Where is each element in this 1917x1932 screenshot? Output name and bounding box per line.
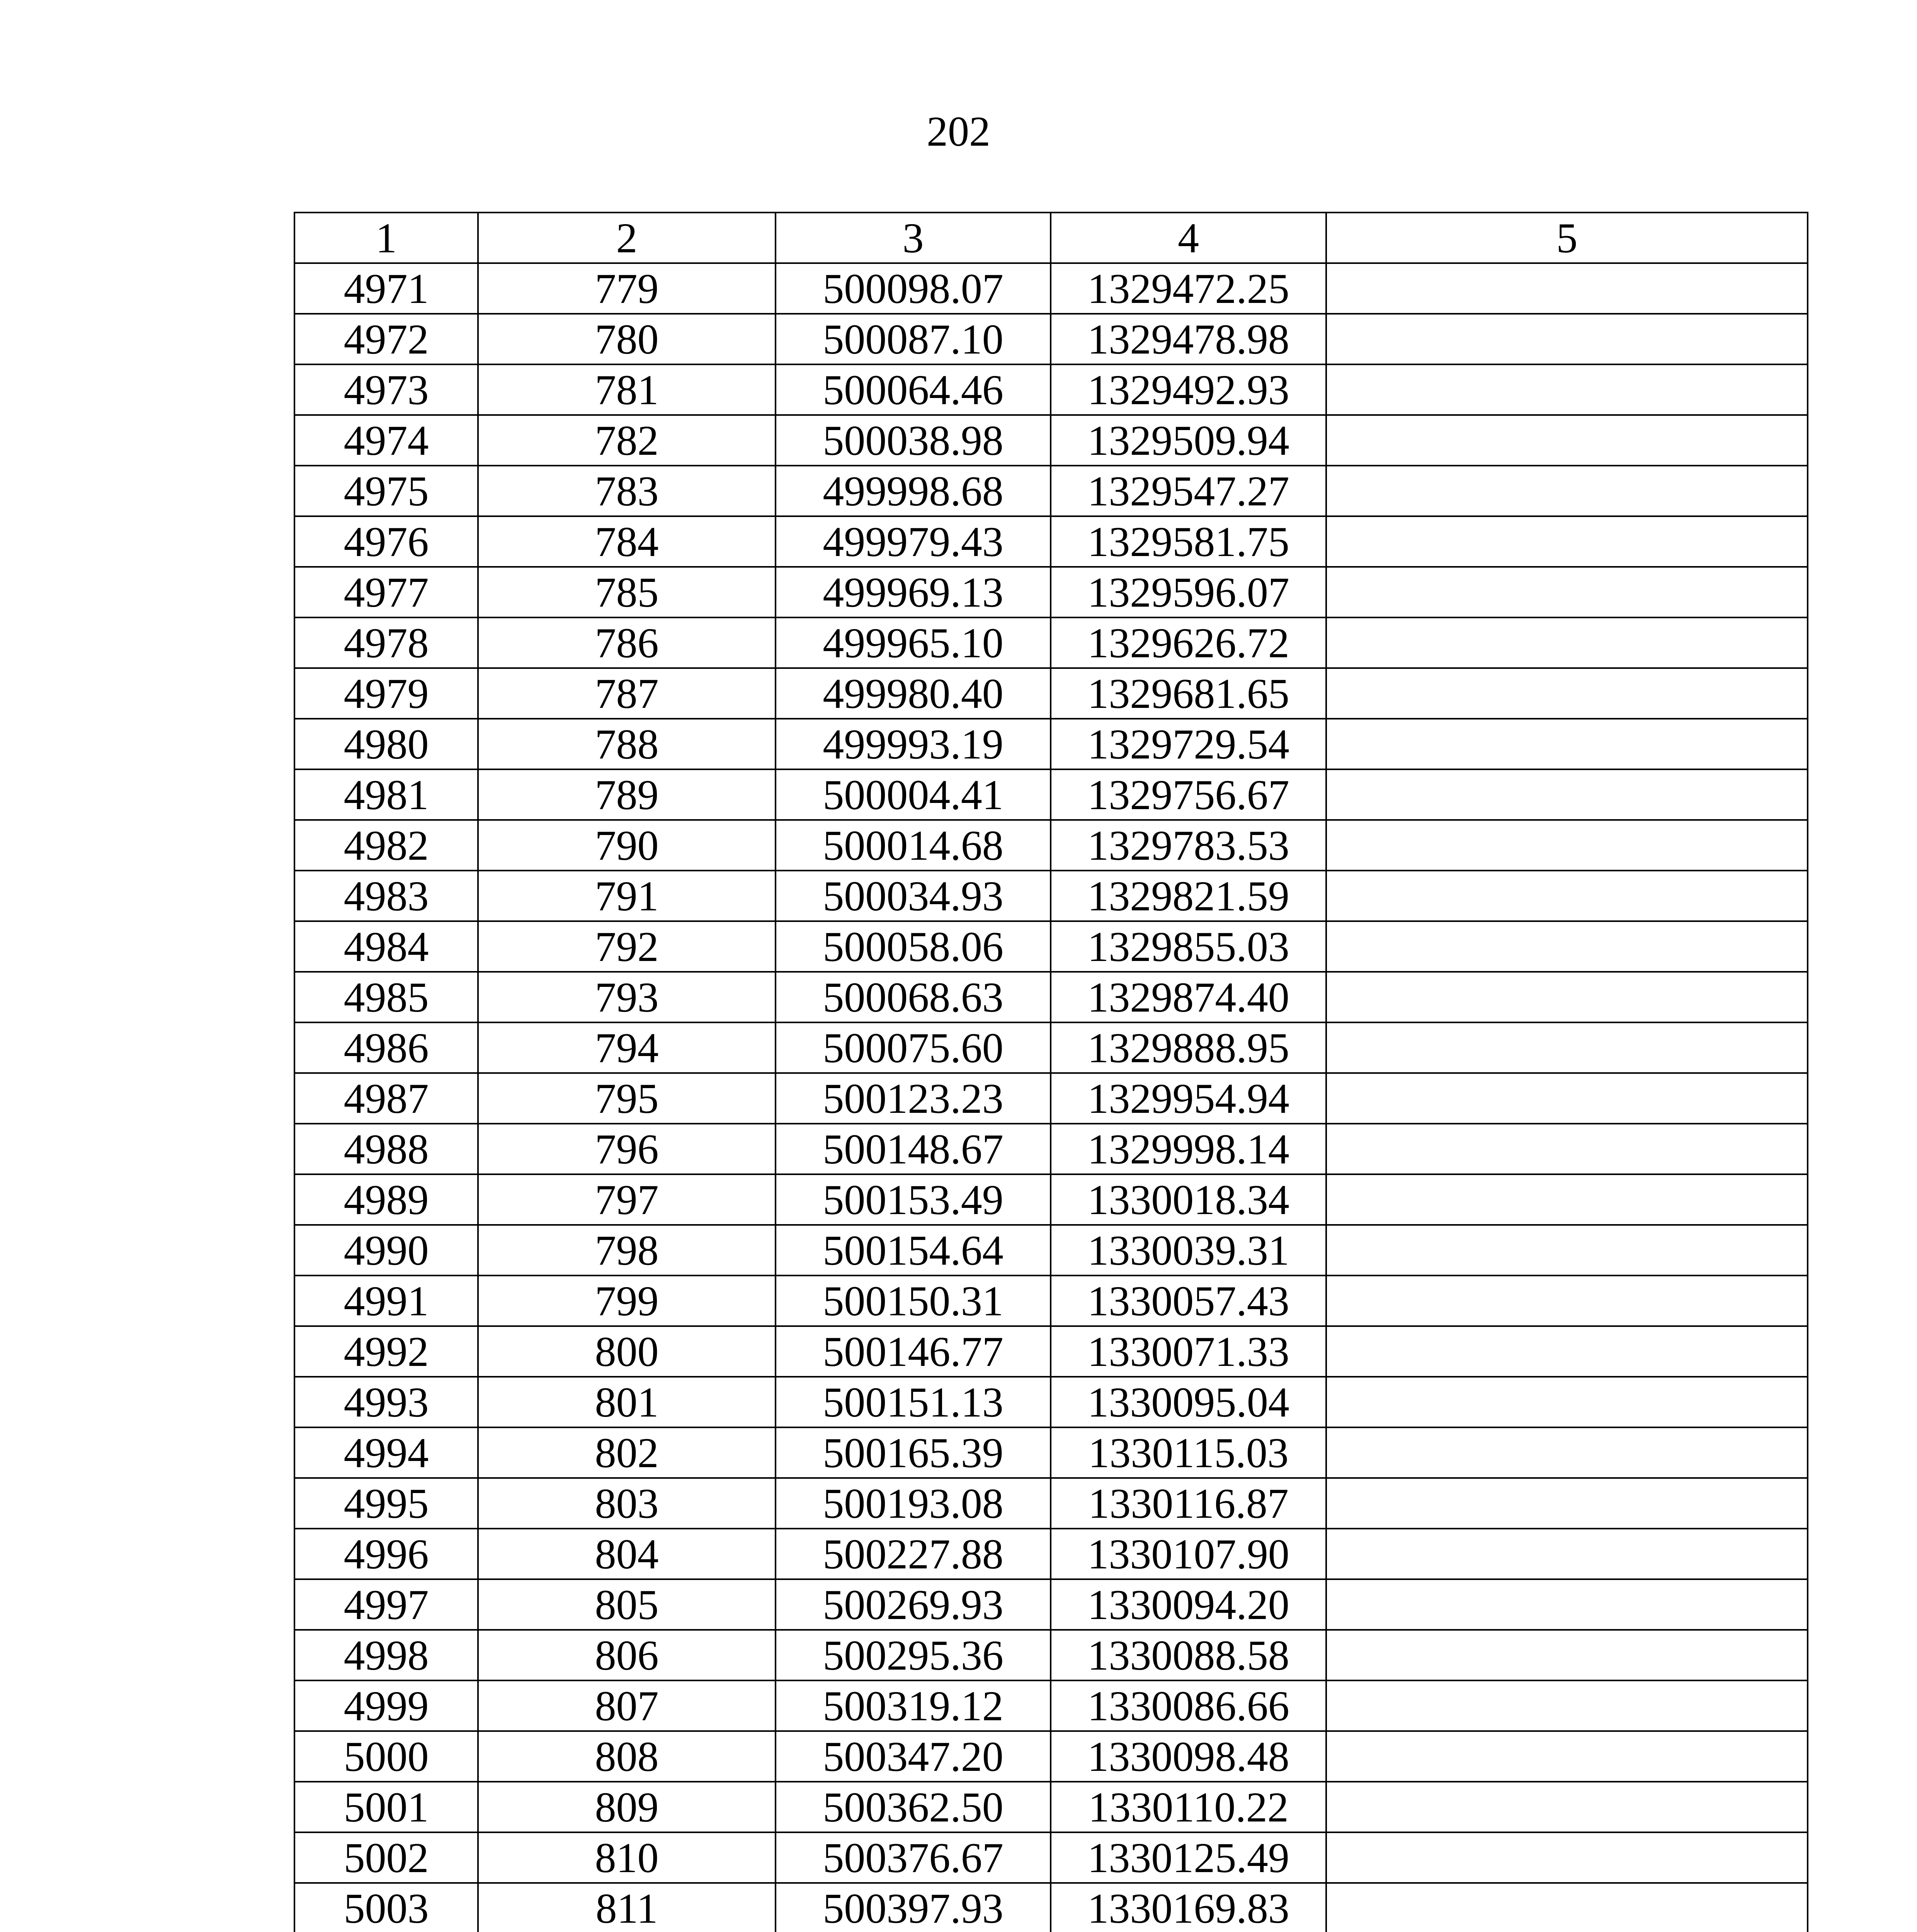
table-cell-col-5 <box>1326 719 1808 769</box>
page-number: 202 <box>927 108 990 155</box>
table-cell-col-5 <box>1326 1174 1808 1225</box>
table-cell-col-1: 4994 <box>294 1427 478 1478</box>
table-cell-col-4: 1329509.94 <box>1051 415 1326 466</box>
table-cell-col-1: 5003 <box>294 1883 478 1932</box>
table-cell-col-5 <box>1326 466 1808 516</box>
table-row <box>294 1579 1808 1630</box>
table-cell-col-5 <box>1326 1377 1808 1427</box>
table-cell-col-2: 790 <box>478 820 776 871</box>
table-cell-col-2: 799 <box>478 1276 776 1326</box>
table-cell-col-3: 500075.60 <box>776 1022 1051 1073</box>
table-cell-col-5 <box>1326 314 1808 364</box>
table-row <box>294 1529 1808 1579</box>
table-cell-col-3: 500193.08 <box>776 1478 1051 1529</box>
table-cell-col-4: 1329492.93 <box>1051 364 1326 415</box>
table-cell-col-2: 800 <box>478 1326 776 1377</box>
table-cell-col-3: 500319.12 <box>776 1680 1051 1731</box>
table-cell-col-4: 1329998.14 <box>1051 1124 1326 1174</box>
table-cell-col-4: 1329756.67 <box>1051 769 1326 820</box>
table-row <box>294 921 1808 972</box>
table-cell-col-2: 784 <box>478 516 776 567</box>
table-cell-col-1: 4972 <box>294 314 478 364</box>
table-cell-col-4: 1330039.31 <box>1051 1225 1326 1276</box>
column-header-4: 4 <box>1051 213 1326 263</box>
table-cell-col-4: 1329729.54 <box>1051 719 1326 769</box>
table-cell-col-5 <box>1326 1478 1808 1529</box>
table-cell-col-2: 793 <box>478 972 776 1022</box>
table-cell-col-4: 1330115.03 <box>1051 1427 1326 1478</box>
table-cell-col-3: 500034.93 <box>776 871 1051 921</box>
table-cell-col-5 <box>1326 1579 1808 1630</box>
table-cell-col-3: 500004.41 <box>776 769 1051 820</box>
table-row <box>294 1478 1808 1529</box>
table-cell-col-4: 1329681.65 <box>1051 668 1326 719</box>
table-cell-col-2: 783 <box>478 466 776 516</box>
table-row <box>294 769 1808 820</box>
table-cell-col-2: 786 <box>478 617 776 668</box>
table-cell-col-1: 4990 <box>294 1225 478 1276</box>
table-cell-col-1: 4998 <box>294 1630 478 1680</box>
table-cell-col-5 <box>1326 871 1808 921</box>
column-header-2: 2 <box>478 213 776 263</box>
table-cell-col-2: 807 <box>478 1680 776 1731</box>
table-cell-col-5 <box>1326 668 1808 719</box>
table-cell-col-3: 500148.67 <box>776 1124 1051 1174</box>
table-cell-col-4: 1330125.49 <box>1051 1832 1326 1883</box>
table-cell-col-2: 780 <box>478 314 776 364</box>
table-cell-col-1: 4999 <box>294 1680 478 1731</box>
table-cell-col-3: 500151.13 <box>776 1377 1051 1427</box>
table-cell-col-4: 1330169.83 <box>1051 1883 1326 1932</box>
table-cell-col-3: 500227.88 <box>776 1529 1051 1579</box>
table-cell-col-2: 804 <box>478 1529 776 1579</box>
table-cell-col-1: 4980 <box>294 719 478 769</box>
table-row <box>294 1883 1808 1932</box>
table-cell-col-5 <box>1326 769 1808 820</box>
table-cell-col-1: 4987 <box>294 1073 478 1124</box>
table-cell-col-3: 500098.07 <box>776 263 1051 314</box>
table-row <box>294 1276 1808 1326</box>
table-row <box>294 1377 1808 1427</box>
table-cell-col-3: 500038.98 <box>776 415 1051 466</box>
table-cell-col-1: 5000 <box>294 1731 478 1782</box>
table-row <box>294 1174 1808 1225</box>
table-row <box>294 1782 1808 1832</box>
table-cell-col-3: 500165.39 <box>776 1427 1051 1478</box>
table-cell-col-5 <box>1326 1225 1808 1276</box>
table-cell-col-4: 1329954.94 <box>1051 1073 1326 1124</box>
table-cell-col-1: 4983 <box>294 871 478 921</box>
table-cell-col-2: 805 <box>478 1579 776 1630</box>
table-cell-col-2: 810 <box>478 1832 776 1883</box>
table-cell-col-3: 499965.10 <box>776 617 1051 668</box>
table-row <box>294 820 1808 871</box>
table-cell-col-1: 4997 <box>294 1579 478 1630</box>
table-row <box>294 719 1808 769</box>
table-cell-col-1: 4981 <box>294 769 478 820</box>
table-cell-col-5 <box>1326 921 1808 972</box>
column-header-3: 3 <box>776 213 1051 263</box>
table-cell-col-4: 1329596.07 <box>1051 567 1326 617</box>
table-cell-col-4: 1329888.95 <box>1051 1022 1326 1073</box>
table-row <box>294 871 1808 921</box>
table-cell-col-1: 4985 <box>294 972 478 1022</box>
table-row <box>294 364 1808 415</box>
table-cell-col-3: 500068.63 <box>776 972 1051 1022</box>
table-cell-col-2: 787 <box>478 668 776 719</box>
table-row <box>294 1225 1808 1276</box>
table-cell-col-3: 499980.40 <box>776 668 1051 719</box>
table-cell-col-1: 4993 <box>294 1377 478 1427</box>
table-cell-col-1: 4992 <box>294 1326 478 1377</box>
table-cell-col-4: 1329783.53 <box>1051 820 1326 871</box>
table-cell-col-3: 500397.93 <box>776 1883 1051 1932</box>
table-cell-col-4: 1330018.34 <box>1051 1174 1326 1225</box>
table-cell-col-4: 1330116.87 <box>1051 1478 1326 1529</box>
table-cell-col-2: 796 <box>478 1124 776 1174</box>
table-cell-col-4: 1329478.98 <box>1051 314 1326 364</box>
table-cell-col-3: 500123.23 <box>776 1073 1051 1124</box>
table-row <box>294 415 1808 466</box>
table-cell-col-4: 1329626.72 <box>1051 617 1326 668</box>
table-cell-col-1: 4974 <box>294 415 478 466</box>
table-cell-col-5 <box>1326 1529 1808 1579</box>
table-cell-col-5 <box>1326 1630 1808 1680</box>
table-cell-col-2: 791 <box>478 871 776 921</box>
table-cell-col-2: 789 <box>478 769 776 820</box>
column-header-5: 5 <box>1326 213 1808 263</box>
table-cell-col-2: 795 <box>478 1073 776 1124</box>
table-row <box>294 1073 1808 1124</box>
table-cell-col-4: 1330088.58 <box>1051 1630 1326 1680</box>
table-cell-col-1: 5002 <box>294 1832 478 1883</box>
table-cell-col-3: 500064.46 <box>776 364 1051 415</box>
table-cell-col-2: 798 <box>478 1225 776 1276</box>
table-cell-col-1: 4975 <box>294 466 478 516</box>
table-cell-col-3: 499969.13 <box>776 567 1051 617</box>
table-cell-col-5 <box>1326 1022 1808 1073</box>
table-cell-col-3: 500376.67 <box>776 1832 1051 1883</box>
table-cell-col-5 <box>1326 617 1808 668</box>
table-cell-col-5 <box>1326 1782 1808 1832</box>
table-cell-col-1: 4979 <box>294 668 478 719</box>
table-cell-col-4: 1330071.33 <box>1051 1326 1326 1377</box>
table-cell-col-3: 500150.31 <box>776 1276 1051 1326</box>
table-cell-col-3: 500347.20 <box>776 1731 1051 1782</box>
table-row <box>294 1022 1808 1073</box>
table-header-row <box>294 213 1808 263</box>
table-cell-col-2: 811 <box>478 1883 776 1932</box>
table-cell-col-1: 4982 <box>294 820 478 871</box>
table-cell-col-4: 1329821.59 <box>1051 871 1326 921</box>
table-row <box>294 617 1808 668</box>
table-row <box>294 1427 1808 1478</box>
table-cell-col-5 <box>1326 415 1808 466</box>
table-cell-col-5 <box>1326 567 1808 617</box>
table-row <box>294 263 1808 314</box>
table-row <box>294 972 1808 1022</box>
table-cell-col-1: 5001 <box>294 1782 478 1832</box>
table-cell-col-1: 4996 <box>294 1529 478 1579</box>
table-body <box>294 263 1808 1932</box>
table-cell-col-4: 1329874.40 <box>1051 972 1326 1022</box>
table-cell-col-3: 500153.49 <box>776 1174 1051 1225</box>
table-cell-col-5 <box>1326 516 1808 567</box>
table-cell-col-4: 1329581.75 <box>1051 516 1326 567</box>
table-row <box>294 668 1808 719</box>
table-cell-col-3: 499998.68 <box>776 466 1051 516</box>
table-cell-col-5 <box>1326 1680 1808 1731</box>
table-cell-col-5 <box>1326 1427 1808 1478</box>
table-cell-col-3: 500058.06 <box>776 921 1051 972</box>
table-row <box>294 1124 1808 1174</box>
table-cell-col-5 <box>1326 1731 1808 1782</box>
table-cell-col-4: 1330107.90 <box>1051 1529 1326 1579</box>
table-cell-col-5 <box>1326 1276 1808 1326</box>
table-cell-col-2: 794 <box>478 1022 776 1073</box>
table-cell-col-5 <box>1326 1832 1808 1883</box>
table-cell-col-2: 806 <box>478 1630 776 1680</box>
table-cell-col-3: 499979.43 <box>776 516 1051 567</box>
table-cell-col-3: 500295.36 <box>776 1630 1051 1680</box>
table-cell-col-1: 4973 <box>294 364 478 415</box>
table-row <box>294 1731 1808 1782</box>
table-row <box>294 1630 1808 1680</box>
table-cell-col-4: 1330094.20 <box>1051 1579 1326 1630</box>
table-cell-col-4: 1329472.25 <box>1051 263 1326 314</box>
table-cell-col-3: 500146.77 <box>776 1326 1051 1377</box>
table-cell-col-3: 500014.68 <box>776 820 1051 871</box>
table-row <box>294 1832 1808 1883</box>
table-cell-col-3: 500154.64 <box>776 1225 1051 1276</box>
column-header-1: 1 <box>294 213 478 263</box>
table-cell-col-2: 782 <box>478 415 776 466</box>
table-cell-col-2: 809 <box>478 1782 776 1832</box>
table-row <box>294 466 1808 516</box>
table-row <box>294 1680 1808 1731</box>
table-cell-col-4: 1329547.27 <box>1051 466 1326 516</box>
table-cell-col-4: 1329855.03 <box>1051 921 1326 972</box>
table-cell-col-2: 788 <box>478 719 776 769</box>
table-cell-col-1: 4995 <box>294 1478 478 1529</box>
table-row <box>294 1326 1808 1377</box>
table-cell-col-1: 4977 <box>294 567 478 617</box>
table-cell-col-2: 785 <box>478 567 776 617</box>
table-cell-col-3: 500362.50 <box>776 1782 1051 1832</box>
table-cell-col-5 <box>1326 1326 1808 1377</box>
table-cell-col-1: 4984 <box>294 921 478 972</box>
table-cell-col-2: 801 <box>478 1377 776 1427</box>
table-cell-col-2: 792 <box>478 921 776 972</box>
table-cell-col-4: 1330110.22 <box>1051 1782 1326 1832</box>
table-row <box>294 567 1808 617</box>
table-cell-col-1: 4976 <box>294 516 478 567</box>
table-cell-col-4: 1330086.66 <box>1051 1680 1326 1731</box>
table-cell-col-5 <box>1326 1124 1808 1174</box>
table-cell-col-4: 1330098.48 <box>1051 1731 1326 1782</box>
table-cell-col-3: 500087.10 <box>776 314 1051 364</box>
table-cell-col-5 <box>1326 364 1808 415</box>
table-cell-col-1: 4988 <box>294 1124 478 1174</box>
table-cell-col-4: 1330095.04 <box>1051 1377 1326 1427</box>
table-cell-col-5 <box>1326 972 1808 1022</box>
table-cell-col-2: 808 <box>478 1731 776 1782</box>
coordinates-table <box>294 212 1808 1932</box>
table-cell-col-5 <box>1326 263 1808 314</box>
table-row <box>294 516 1808 567</box>
table-cell-col-2: 802 <box>478 1427 776 1478</box>
table-cell-col-3: 499993.19 <box>776 719 1051 769</box>
table-cell-col-2: 803 <box>478 1478 776 1529</box>
table-cell-col-1: 4991 <box>294 1276 478 1326</box>
table-row <box>294 314 1808 364</box>
table-cell-col-3: 500269.93 <box>776 1579 1051 1630</box>
table-cell-col-2: 779 <box>478 263 776 314</box>
table-cell-col-2: 781 <box>478 364 776 415</box>
table-cell-col-2: 797 <box>478 1174 776 1225</box>
table-cell-col-4: 1330057.43 <box>1051 1276 1326 1326</box>
table-cell-col-5 <box>1326 1883 1808 1932</box>
table-cell-col-5 <box>1326 1073 1808 1124</box>
table-cell-col-1: 4978 <box>294 617 478 668</box>
table-cell-col-1: 4989 <box>294 1174 478 1225</box>
table-cell-col-1: 4971 <box>294 263 478 314</box>
table-cell-col-1: 4986 <box>294 1022 478 1073</box>
table-cell-col-5 <box>1326 820 1808 871</box>
